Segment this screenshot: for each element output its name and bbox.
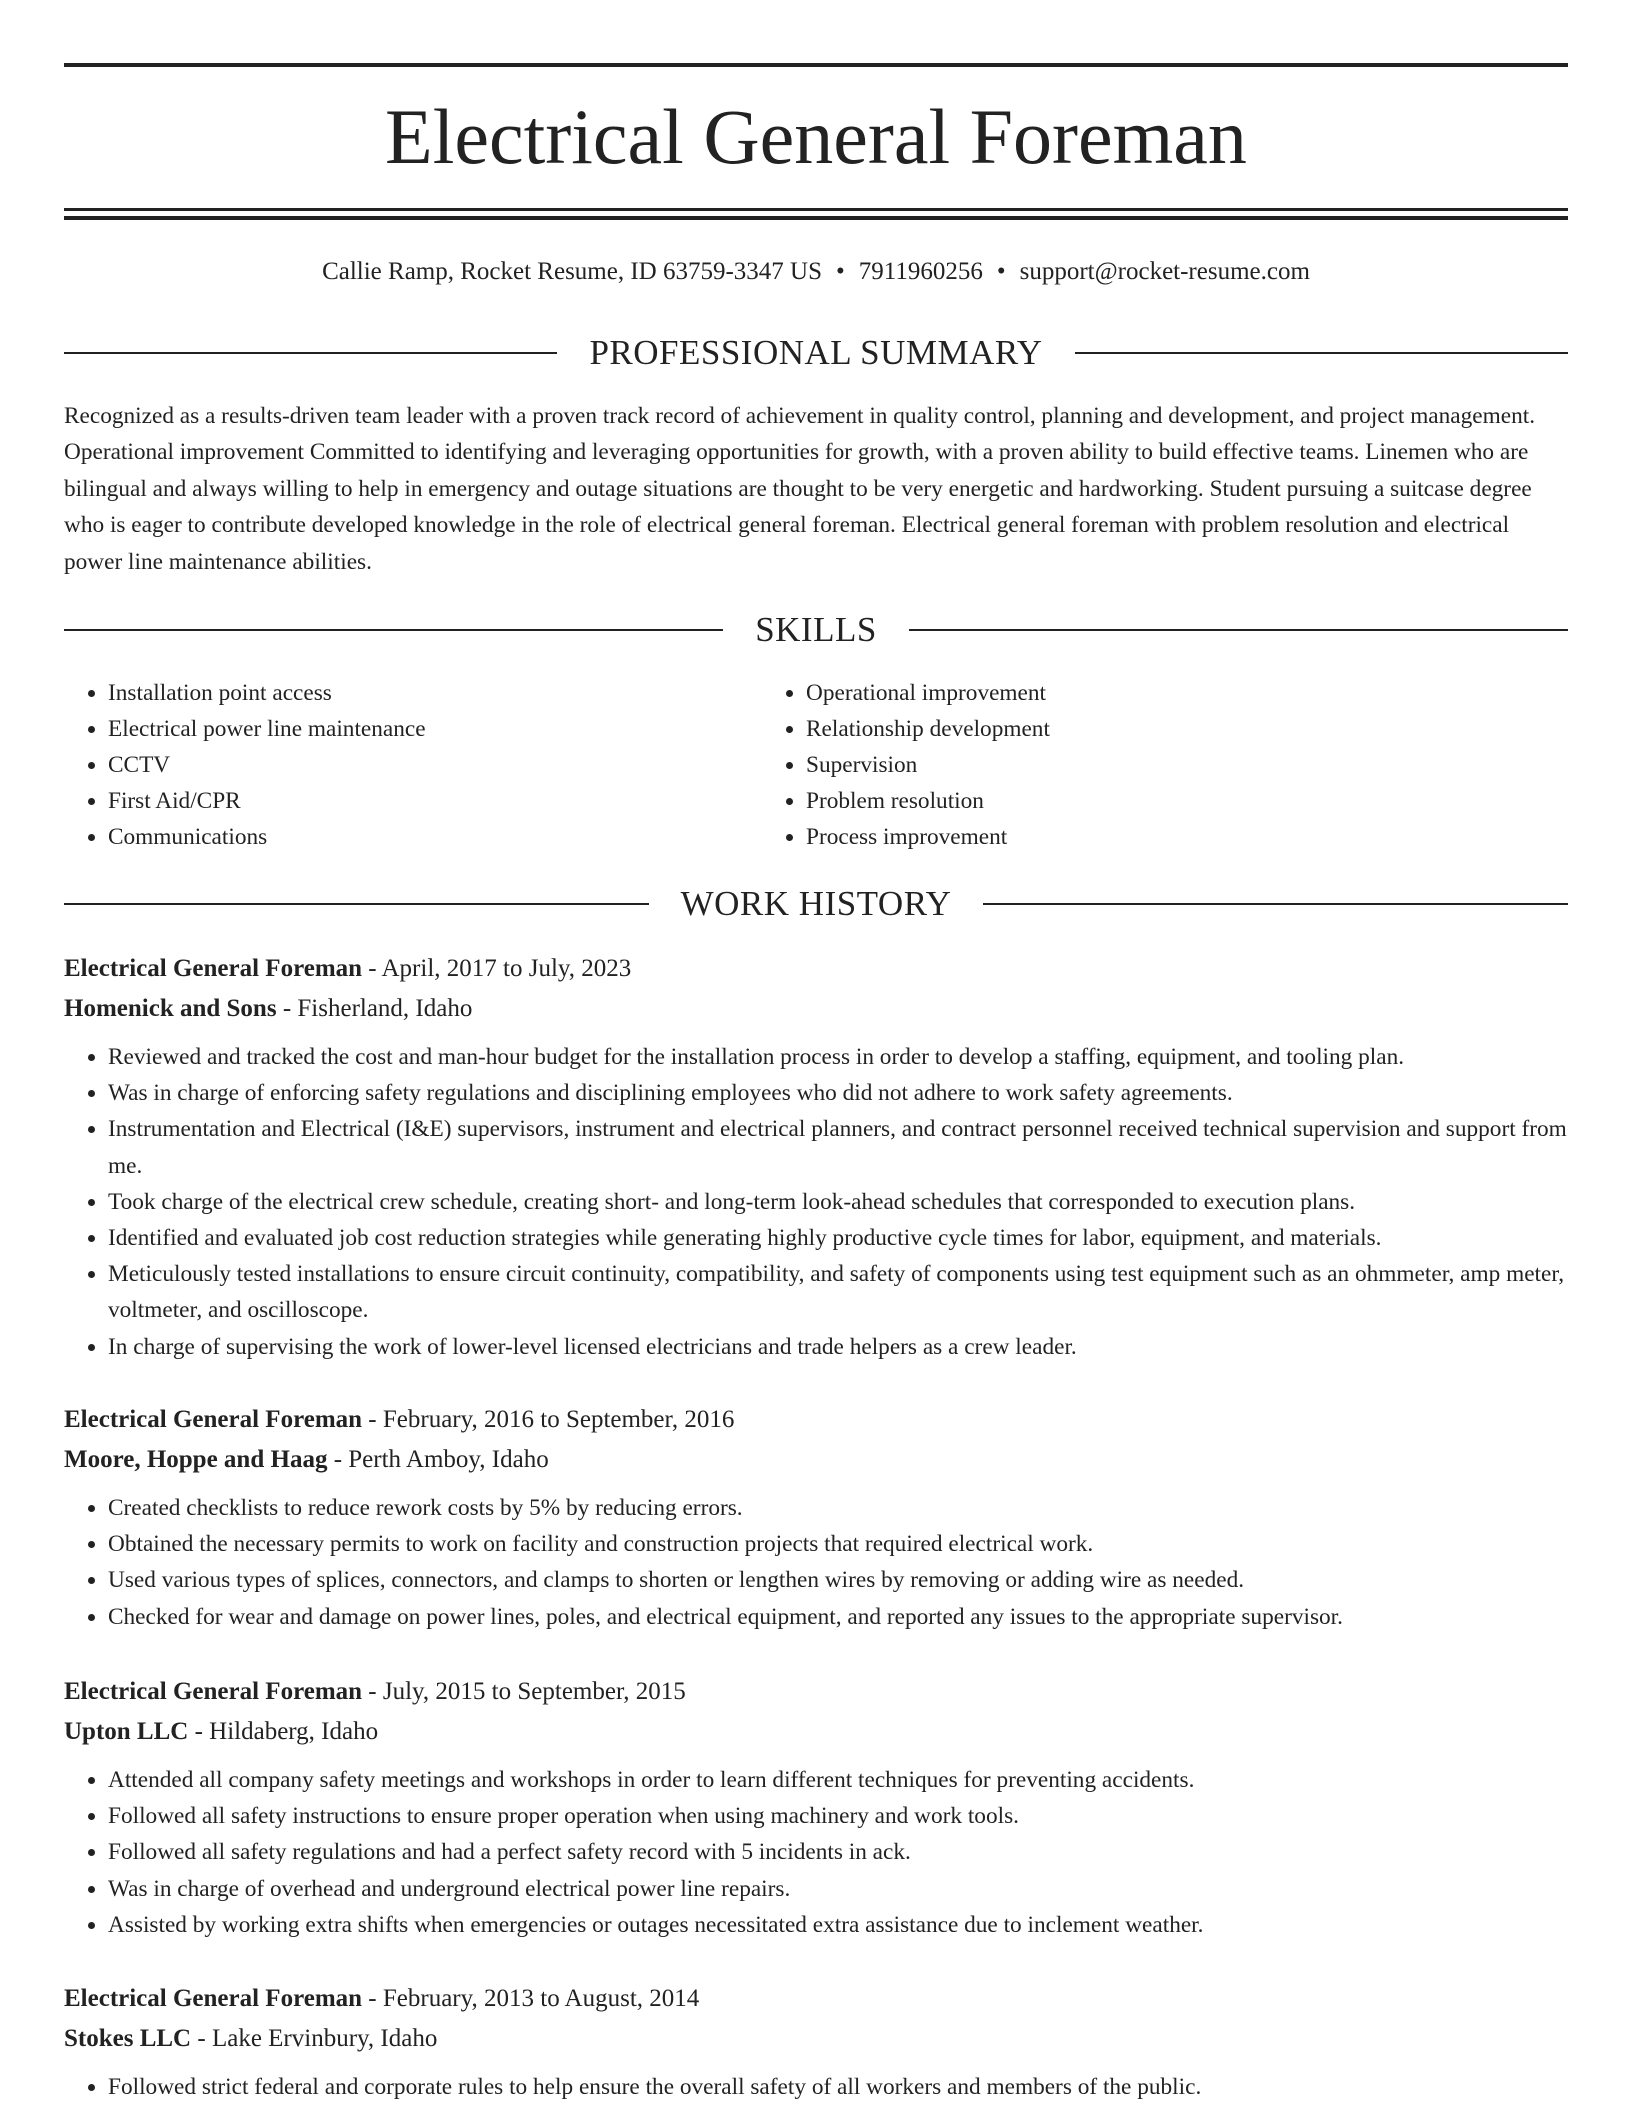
job-bullet: • Checked for wear and damage on power lines, poles, and electrical equipment, and reported any issues to the appropriate supervisor.	[108, 1599, 1568, 1635]
job-entry	[64, 1979, 1568, 2105]
header-double-rule-lower	[64, 216, 1568, 220]
skill-item: • Supervision	[806, 747, 1568, 783]
job-company: Homenick and Sons	[64, 995, 277, 1022]
section-title: WORK HISTORY	[680, 884, 952, 923]
skill-item: • Communications	[108, 819, 762, 855]
job-employer-line	[64, 1440, 1568, 1480]
job-entry	[64, 1672, 1568, 1943]
job-bullet: • Followed strict federal and corporate rules to help ensure the overall safety of all workers and members of the public.	[108, 2069, 1568, 2105]
job-bullet: • Created checklists to reduce rework costs by 5% by reducing errors.	[108, 1490, 1568, 1526]
job-bullet: • Followed all safety instructions to ensure proper operation when using machinery and work tools.	[108, 1798, 1568, 1834]
job-location: - Hildaberg, Idaho	[188, 1718, 379, 1745]
skill-item: • Relationship development	[806, 711, 1568, 747]
heading-rule-right	[909, 629, 1568, 631]
job-employer-line	[64, 1712, 1568, 1752]
job-role-line	[64, 1400, 1568, 1440]
job-dates: - July, 2015 to September, 2015	[362, 1678, 686, 1705]
contact-phone: 7911960256	[858, 258, 983, 285]
job-role-line	[64, 1672, 1568, 1712]
contact-line	[64, 254, 1568, 290]
contact-email: support@rocket-resume.com	[1019, 258, 1310, 285]
job-bullets	[64, 2069, 1568, 2105]
job-bullet: • Followed all safety regulations and had a perfect safety record with 5 incidents in ack.	[108, 1834, 1568, 1870]
skill-item: • Operational improvement	[806, 675, 1568, 711]
heading-rule-left	[64, 352, 557, 354]
header-top-rule	[64, 63, 1568, 67]
job-bullet: • Obtained the necessary permits to work on facility and construction projects that required electrical work.	[108, 1526, 1568, 1562]
job-dates: - February, 2013 to August, 2014	[362, 1985, 700, 2012]
skill-item: • Problem resolution	[806, 783, 1568, 819]
job-bullet: • Used various types of splices, connectors, and clamps to shorten or lengthen wires by removing or adding wire as needed.	[108, 1562, 1568, 1598]
skill-item: • Electrical power line maintenance	[108, 711, 762, 747]
job-bullet: • Was in charge of enforcing safety regulations and disciplining employees who did not adhere to work safety agreements.	[108, 1075, 1568, 1111]
professional-summary-text: Recognized as a results-driven team leader with a proven track record of achievement in quality control, planning and development, and project management. Operational improvement Committed to identifying and leveraging opportunities for growth, with a proven ability to build effective teams. Linemen who are bilingual and always willing to help in emergency and outage situations are thought to be very energetic and hardworking. Student pursuing a suitcase degree who is eager to contribute developed knowledge in the role of electrical general foreman. Electrical general foreman with problem resolution and electrical power line maintenance abilities.	[64, 403, 1536, 575]
job-bullet: • Meticulously tested installations to ensure circuit continuity, compatibility, and safety of components using test equipment such as an ohmmeter, amp meter, voltmeter, and oscilloscope.	[108, 1256, 1568, 1328]
job-employer-line	[64, 2019, 1568, 2059]
job-bullet: • In charge of supervising the work of lower-level licensed electricians and trade helpers as a crew leader.	[108, 1329, 1568, 1365]
skills-column-left	[64, 675, 762, 855]
job-bullet: • Instrumentation and Electrical (I&E) supervisors, instrument and electrical planners, and contract personnel received technical supervision and support from me.	[108, 1111, 1568, 1183]
contact-address: Callie Ramp, Rocket Resume, ID 63759-3347 US	[322, 258, 823, 285]
job-company: Moore, Hoppe and Haag	[64, 1446, 328, 1473]
heading-rule-right	[1075, 352, 1568, 354]
job-entry	[64, 949, 1568, 1365]
heading-rule-left	[64, 903, 649, 905]
section-title: SKILLS	[755, 610, 877, 649]
job-title: Electrical General Foreman	[64, 1678, 363, 1705]
job-bullets	[64, 1039, 1568, 1365]
skill-item: • Process improvement	[806, 819, 1568, 855]
job-company: Upton LLC	[64, 1718, 189, 1745]
contact-separator: •	[996, 258, 1006, 285]
skills-list	[64, 675, 1568, 855]
section-heading-work-history	[64, 882, 1568, 926]
skills-column-right	[762, 675, 1568, 855]
skill-item: • CCTV	[108, 747, 762, 783]
skill-item: • Installation point access	[108, 675, 762, 711]
job-title: Electrical General Foreman	[64, 1985, 363, 2012]
job-bullets	[64, 1762, 1568, 1943]
section-title: PROFESSIONAL SUMMARY	[589, 333, 1043, 372]
resume-title: Electrical General Foreman	[385, 93, 1247, 180]
job-location: - Perth Amboy, Idaho	[327, 1446, 549, 1473]
contact-separator: •	[836, 258, 845, 285]
header-double-rule-upper	[64, 208, 1568, 211]
job-entry	[64, 1400, 1568, 1635]
section-heading-skills	[64, 608, 1568, 652]
job-role-line	[64, 949, 1568, 989]
job-dates: - February, 2016 to September, 2016	[362, 1406, 735, 1433]
heading-rule-right	[983, 903, 1568, 905]
skill-item: • First Aid/CPR	[108, 783, 762, 819]
heading-rule-left	[64, 629, 723, 631]
job-bullet: • Identified and evaluated job cost reduction strategies while generating highly productive cycle times for labor, equipment, and materials.	[108, 1220, 1568, 1256]
job-company: Stokes LLC	[64, 2025, 192, 2052]
job-dates: - April, 2017 to July, 2023	[362, 955, 632, 982]
job-bullet: • Attended all company safety meetings and workshops in order to learn different techniques for preventing accidents.	[108, 1762, 1568, 1798]
job-bullets	[64, 1490, 1568, 1635]
job-title: Electrical General Foreman	[64, 955, 363, 982]
job-location: - Lake Ervinbury, Idaho	[191, 2025, 438, 2052]
job-title: Electrical General Foreman	[64, 1406, 363, 1433]
section-heading-summary	[64, 331, 1568, 375]
job-bullet: • Reviewed and tracked the cost and man-hour budget for the installation process in order to develop a staffing, equipment, and tooling plan.	[108, 1039, 1568, 1075]
job-bullet: • Took charge of the electrical crew schedule, creating short- and long-term look-ahead schedules that corresponded to execution plans.	[108, 1184, 1568, 1220]
job-employer-line	[64, 989, 1568, 1029]
job-bullet: • Was in charge of overhead and underground electrical power line repairs.	[108, 1871, 1568, 1907]
job-bullet: • Assisted by working extra shifts when emergencies or outages necessitated extra assistance due to inclement weather.	[108, 1907, 1568, 1943]
job-location: - Fisherland, Idaho	[276, 995, 473, 1022]
job-role-line	[64, 1979, 1568, 2019]
